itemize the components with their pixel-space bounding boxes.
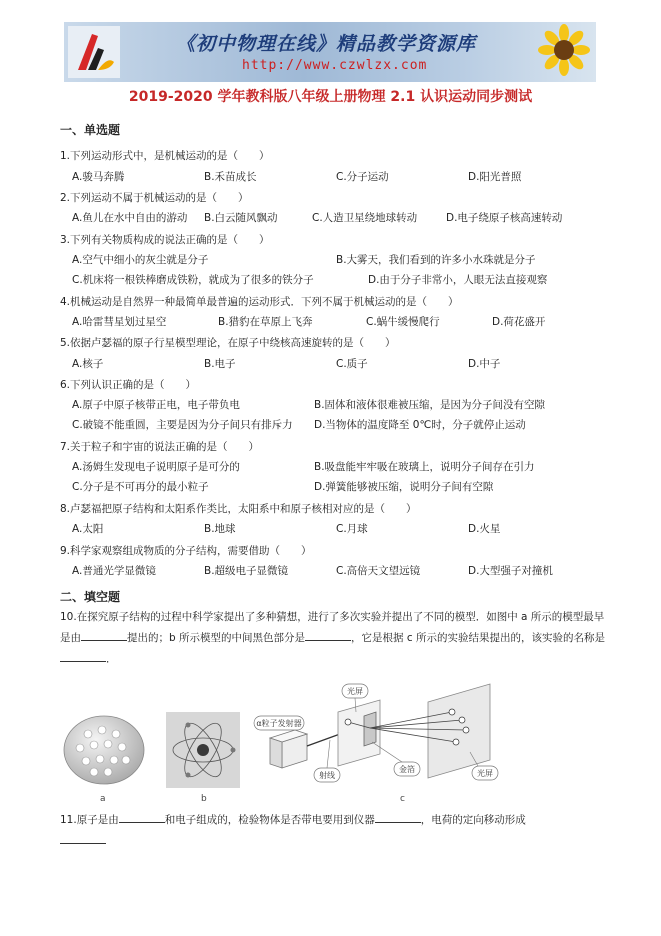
document-title: 2019-2020 学年教科版八年级上册物理 2.1 认识运动同步测试 bbox=[128, 89, 533, 105]
question-5-option-c[interactable]: C.质子 bbox=[336, 358, 368, 370]
screen-label-1: 光屏 bbox=[347, 687, 363, 696]
question-5-option-a[interactable]: A.核子 bbox=[72, 358, 104, 370]
beam-label: 射线 bbox=[319, 771, 335, 780]
question-10-blank-1[interactable] bbox=[81, 629, 127, 641]
question-10-part-3: ，它是根据 c 所示的实验结果提出的，该实验的名称是 bbox=[351, 632, 605, 644]
question-4-option-a[interactable]: A.哈雷彗星划过星空 bbox=[72, 316, 167, 328]
question-1-option-b[interactable]: B.禾苗成长 bbox=[204, 171, 257, 183]
question-11-text bbox=[60, 810, 605, 852]
question-11-blank-2[interactable] bbox=[375, 811, 421, 823]
sunflower-icon bbox=[524, 24, 594, 80]
question-10-part-2: 提出的；b 所示模型的中间黑色部分是 bbox=[127, 632, 306, 644]
banner-title: 《初中物理在线》精品教学资源库 bbox=[176, 33, 477, 55]
question-9-stem: 9.科学家观察组成物质的分子结构，需要借助（ ） bbox=[60, 545, 312, 557]
question-9-option-b[interactable]: B.超级电子显微镜 bbox=[204, 565, 289, 577]
question-5-option-b[interactable]: B.电子 bbox=[204, 358, 236, 370]
question-3-stem: 3.下列有关物质构成的说法正确的是（ ） bbox=[60, 234, 270, 246]
question-11-blank-1[interactable] bbox=[119, 811, 165, 823]
back-screen-panel bbox=[428, 684, 490, 778]
question-8-stem: 8.卢瑟福把原子结构和太阳系作类比，太阳系中和原子核相对应的是（ ） bbox=[60, 503, 417, 515]
question-5-stem: 5.依据卢瑟福的原子行星模型理论，在原子中绕核高速旋转的是（ ） bbox=[60, 337, 396, 349]
alpha-source-box bbox=[270, 730, 307, 768]
question-1-option-d[interactable]: D.阳光普照 bbox=[468, 171, 522, 183]
alpha-scattering-experiment-figure bbox=[252, 682, 522, 792]
question-5-option-d[interactable]: D.中子 bbox=[468, 358, 501, 370]
question-9-option-d[interactable]: D.大型强子对撞机 bbox=[468, 565, 553, 577]
question-7-option-c[interactable]: C.分子是不可再分的最小粒子 bbox=[72, 481, 209, 493]
question-11-part-3: ，电荷的定向移动形成 bbox=[420, 814, 526, 826]
question-8-option-a[interactable]: A.太阳 bbox=[72, 523, 104, 535]
question-3-option-c[interactable]: C.机床将一根铁棒磨成铁粉，就成为了很多的铁分子 bbox=[72, 274, 314, 286]
question-10-blank-3[interactable] bbox=[60, 650, 106, 662]
nuclear-model-figure bbox=[166, 712, 240, 788]
question-6-option-b[interactable]: B.固体和液体很难被压缩，是因为分子间没有空隙 bbox=[314, 399, 546, 411]
question-6-option-a[interactable]: A.原子中原子核带正电，电子带负电 bbox=[72, 399, 240, 411]
question-3-option-d[interactable]: D.由于分子非常小，人眼无法直接观察 bbox=[368, 274, 548, 286]
question-3-option-b[interactable]: B.大雾天，我们看到的许多小水珠就是分子 bbox=[336, 254, 536, 266]
section-heading-single-choice: 一、单选题 bbox=[60, 123, 121, 137]
question-7-option-d[interactable]: D.弹簧能够被压缩，说明分子间有空隙 bbox=[314, 481, 494, 493]
question-9-option-c[interactable]: C.高倍天文望远镜 bbox=[336, 565, 421, 577]
foil-label: 金箔 bbox=[399, 765, 415, 774]
question-2-option-d[interactable]: D.电子绕原子核高速转动 bbox=[446, 212, 563, 224]
figure-label-b: b bbox=[201, 794, 207, 804]
source-label: α粒子发射器 bbox=[256, 719, 302, 728]
question-10-part-4: ． bbox=[106, 653, 117, 665]
figure-label-c: c bbox=[400, 794, 405, 804]
question-8-option-d[interactable]: D.火星 bbox=[468, 523, 501, 535]
question-1-option-c[interactable]: C.分子运动 bbox=[336, 171, 389, 183]
figure-label-a: a bbox=[100, 794, 106, 804]
question-3-option-a[interactable]: A.空气中细小的灰尘就是分子 bbox=[72, 254, 209, 266]
question-7-option-b[interactable]: B.吸盘能牢牢吸在玻璃上，说明分子间存在引力 bbox=[314, 461, 535, 473]
question-7-option-a[interactable]: A.汤姆生发现电子说明原子是可分的 bbox=[72, 461, 240, 473]
question-8-option-b[interactable]: B.地球 bbox=[204, 523, 236, 535]
question-4-option-b[interactable]: B.猎豹在草原上飞奔 bbox=[218, 316, 313, 328]
question-11-part-1: 11.原子是由 bbox=[60, 814, 119, 826]
question-2-stem: 2.下列运动不属于机械运动的是（ ） bbox=[60, 192, 249, 204]
question-1-option-a[interactable]: A.骏马奔腾 bbox=[72, 171, 125, 183]
question-11-part-2: 和电子组成的，检验物体是否带电要用到仪器 bbox=[164, 814, 375, 826]
question-11-blank-3[interactable] bbox=[60, 832, 106, 844]
question-10-text bbox=[60, 607, 605, 670]
question-7-stem: 7.关于粒子和宇宙的说法正确的是（ ） bbox=[60, 441, 260, 453]
question-1-stem: 1.下列运动形式中，是机械运动的是（ ） bbox=[60, 150, 270, 162]
screen-label-2: 光屏 bbox=[477, 769, 493, 778]
question-10-part-1: 10.在探究原子结构的过程中科学家提出了多种猜想，进行了多次实验并提出了不同的模型．如图中 a 所示的模型最早是由 bbox=[60, 611, 605, 644]
question-4-option-c[interactable]: C.蜗牛缓慢爬行 bbox=[366, 316, 440, 328]
banner-url[interactable]: http://www.czwlzx.com bbox=[242, 58, 428, 73]
question-8-option-c[interactable]: C.月球 bbox=[336, 523, 368, 535]
question-6-option-c[interactable]: C.破镜不能重圆，主要是因为分子间只有排斥力 bbox=[72, 419, 293, 431]
question-2-option-a[interactable]: A.鱼儿在水中自由的游动 bbox=[72, 212, 188, 224]
site-logo-icon bbox=[68, 26, 120, 78]
question-10-blank-2[interactable] bbox=[305, 629, 351, 641]
header-banner bbox=[64, 22, 596, 82]
question-2-option-c[interactable]: C.人造卫星绕地球转动 bbox=[312, 212, 418, 224]
question-4-option-d[interactable]: D.荷花盛开 bbox=[492, 316, 546, 328]
question-6-option-d[interactable]: D.当物体的温度降至 0℃时，分子就停止运动 bbox=[314, 419, 526, 431]
plum-pudding-model-figure bbox=[62, 714, 146, 786]
section-heading-fill-blank: 二、填空题 bbox=[60, 590, 121, 604]
question-4-stem: 4.机械运动是自然界一种最简单最普遍的运动形式．下列不属于机械运动的是（ ） bbox=[60, 296, 459, 308]
question-6-stem: 6.下列认识正确的是（ ） bbox=[60, 379, 197, 391]
question-2-option-b[interactable]: B.白云随风飘动 bbox=[204, 212, 278, 224]
question-9-option-a[interactable]: A.普通光学显微镜 bbox=[72, 565, 156, 577]
